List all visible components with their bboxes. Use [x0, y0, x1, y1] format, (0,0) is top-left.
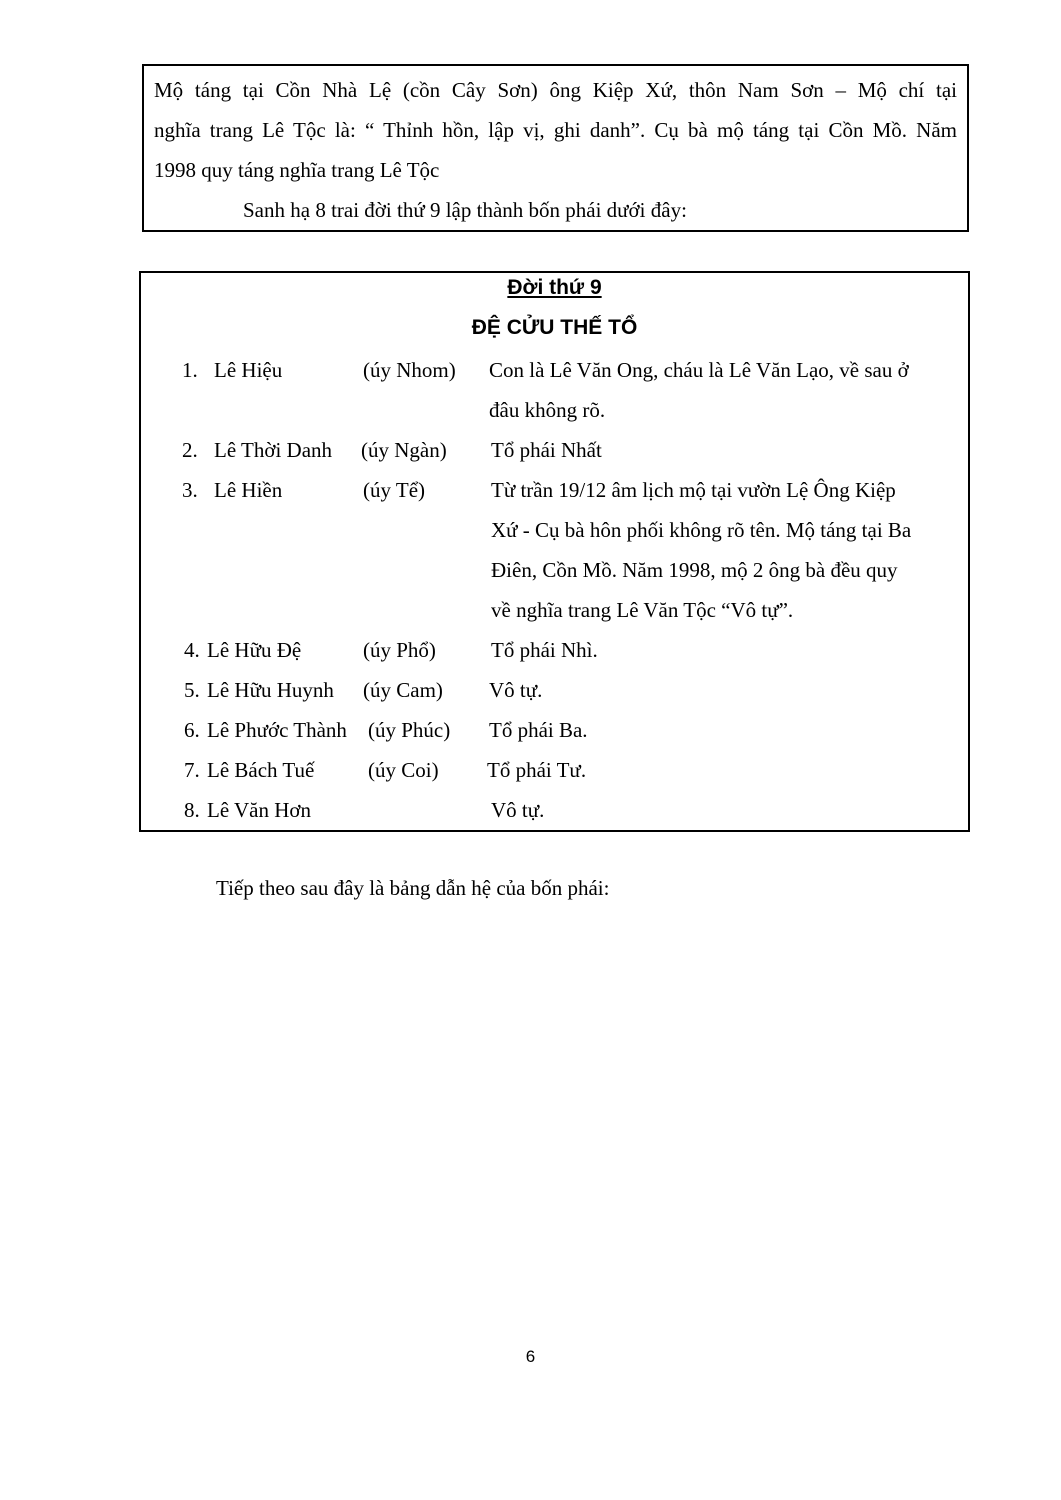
entry-note	[487, 750, 586, 790]
entry-name: Lê Thời Danh	[214, 438, 333, 462]
entry-note	[491, 790, 544, 830]
page-number: 6	[525, 1347, 536, 1366]
entry-number: 2.	[182, 438, 198, 462]
entry-alias: (úy Ngàn)	[361, 438, 447, 462]
note-line: Tổ phái Nhất	[491, 438, 602, 462]
entry-note	[491, 630, 598, 670]
entry-number: 7.	[184, 758, 200, 782]
entry-number: 1.	[182, 358, 198, 382]
note-line: đâu không rõ.	[489, 398, 606, 422]
entry-number: 3.	[182, 478, 198, 502]
entry-name: Lê Văn Hơn	[207, 798, 312, 822]
note-line: Điên, Cồn Mồ. Năm 1998, mộ 2 ông bà đều quy	[491, 558, 898, 582]
note-line: Xứ - Cụ bà hôn phối không rõ tên. Mộ táng tại Ba	[491, 518, 912, 542]
entry-number: 6.	[184, 718, 200, 742]
generation-box	[139, 271, 970, 832]
entry-alias: (úy Phổ)	[363, 638, 436, 662]
entry-name: Lê Phước Thành	[207, 718, 347, 742]
note-line: Vô tự.	[489, 678, 543, 702]
entry-note	[491, 470, 911, 630]
entry-number: 5.	[184, 678, 200, 702]
note-line: Tổ phái Tư.	[487, 758, 587, 782]
generation-title: Đời thứ 9	[507, 276, 602, 299]
note-line: Tổ phái Nhì.	[491, 638, 598, 662]
entry-alias: (úy Coi)	[368, 758, 439, 782]
entry-name: Lê Hữu Đệ	[207, 638, 302, 662]
entry-number: 4.	[184, 638, 200, 662]
entry-note	[489, 710, 588, 750]
intro-line-2: nghĩa trang Lê Tộc là: “ Thỉnh hồn, lập vị, ghi danh”. Cụ bà mộ táng tại Cồn Mồ. Năm	[154, 118, 957, 142]
note-line: Từ trần 19/12 âm lịch mộ tại vườn Lệ Ông Kiệp	[491, 478, 896, 502]
entry-note	[489, 350, 909, 430]
intro-line-3: 1998 quy táng nghĩa trang Lê Tộc	[154, 158, 440, 182]
entry-name: Lê Hiền	[214, 478, 283, 502]
entry-alias: (úy Cam)	[363, 678, 443, 702]
entry-name: Lê Bách Tuế	[207, 758, 315, 782]
note-line: về nghĩa trang Lê Văn Tộc “Vô tự”.	[491, 598, 794, 622]
note-line: Con là Lê Văn Ong, cháu là Lê Văn Lạo, về sau ở	[489, 358, 909, 382]
note-line: Vô tự.	[491, 798, 545, 822]
note-line: Tổ phái Ba.	[489, 718, 588, 742]
entry-note	[491, 430, 602, 470]
intro-line-4: Sanh hạ 8 trai đời thứ 9 lập thành bốn phái dưới đây:	[243, 198, 687, 222]
entry-note	[489, 670, 542, 710]
entry-number: 8.	[184, 798, 200, 822]
entry-name: Lê Hữu Huynh	[207, 678, 334, 702]
intro-box	[142, 64, 969, 232]
entry-name: Lê Hiệu	[214, 358, 283, 382]
entry-alias: (úy Nhom)	[363, 358, 456, 382]
generation-subtitle: ĐỆ CỬU THẾ TỔ	[471, 316, 638, 339]
entry-alias: (úy Tể)	[363, 478, 426, 502]
follow-paragraph: Tiếp theo sau đây là bảng dẫn hệ của bốn phái:	[216, 876, 610, 900]
entry-alias: (úy Phúc)	[368, 718, 451, 742]
intro-line-1: Mộ táng tại Cồn Nhà Lệ (cồn Cây Sơn) ông Kiệp Xứ, thôn Nam Sơn – Mộ chí tại	[154, 78, 957, 102]
